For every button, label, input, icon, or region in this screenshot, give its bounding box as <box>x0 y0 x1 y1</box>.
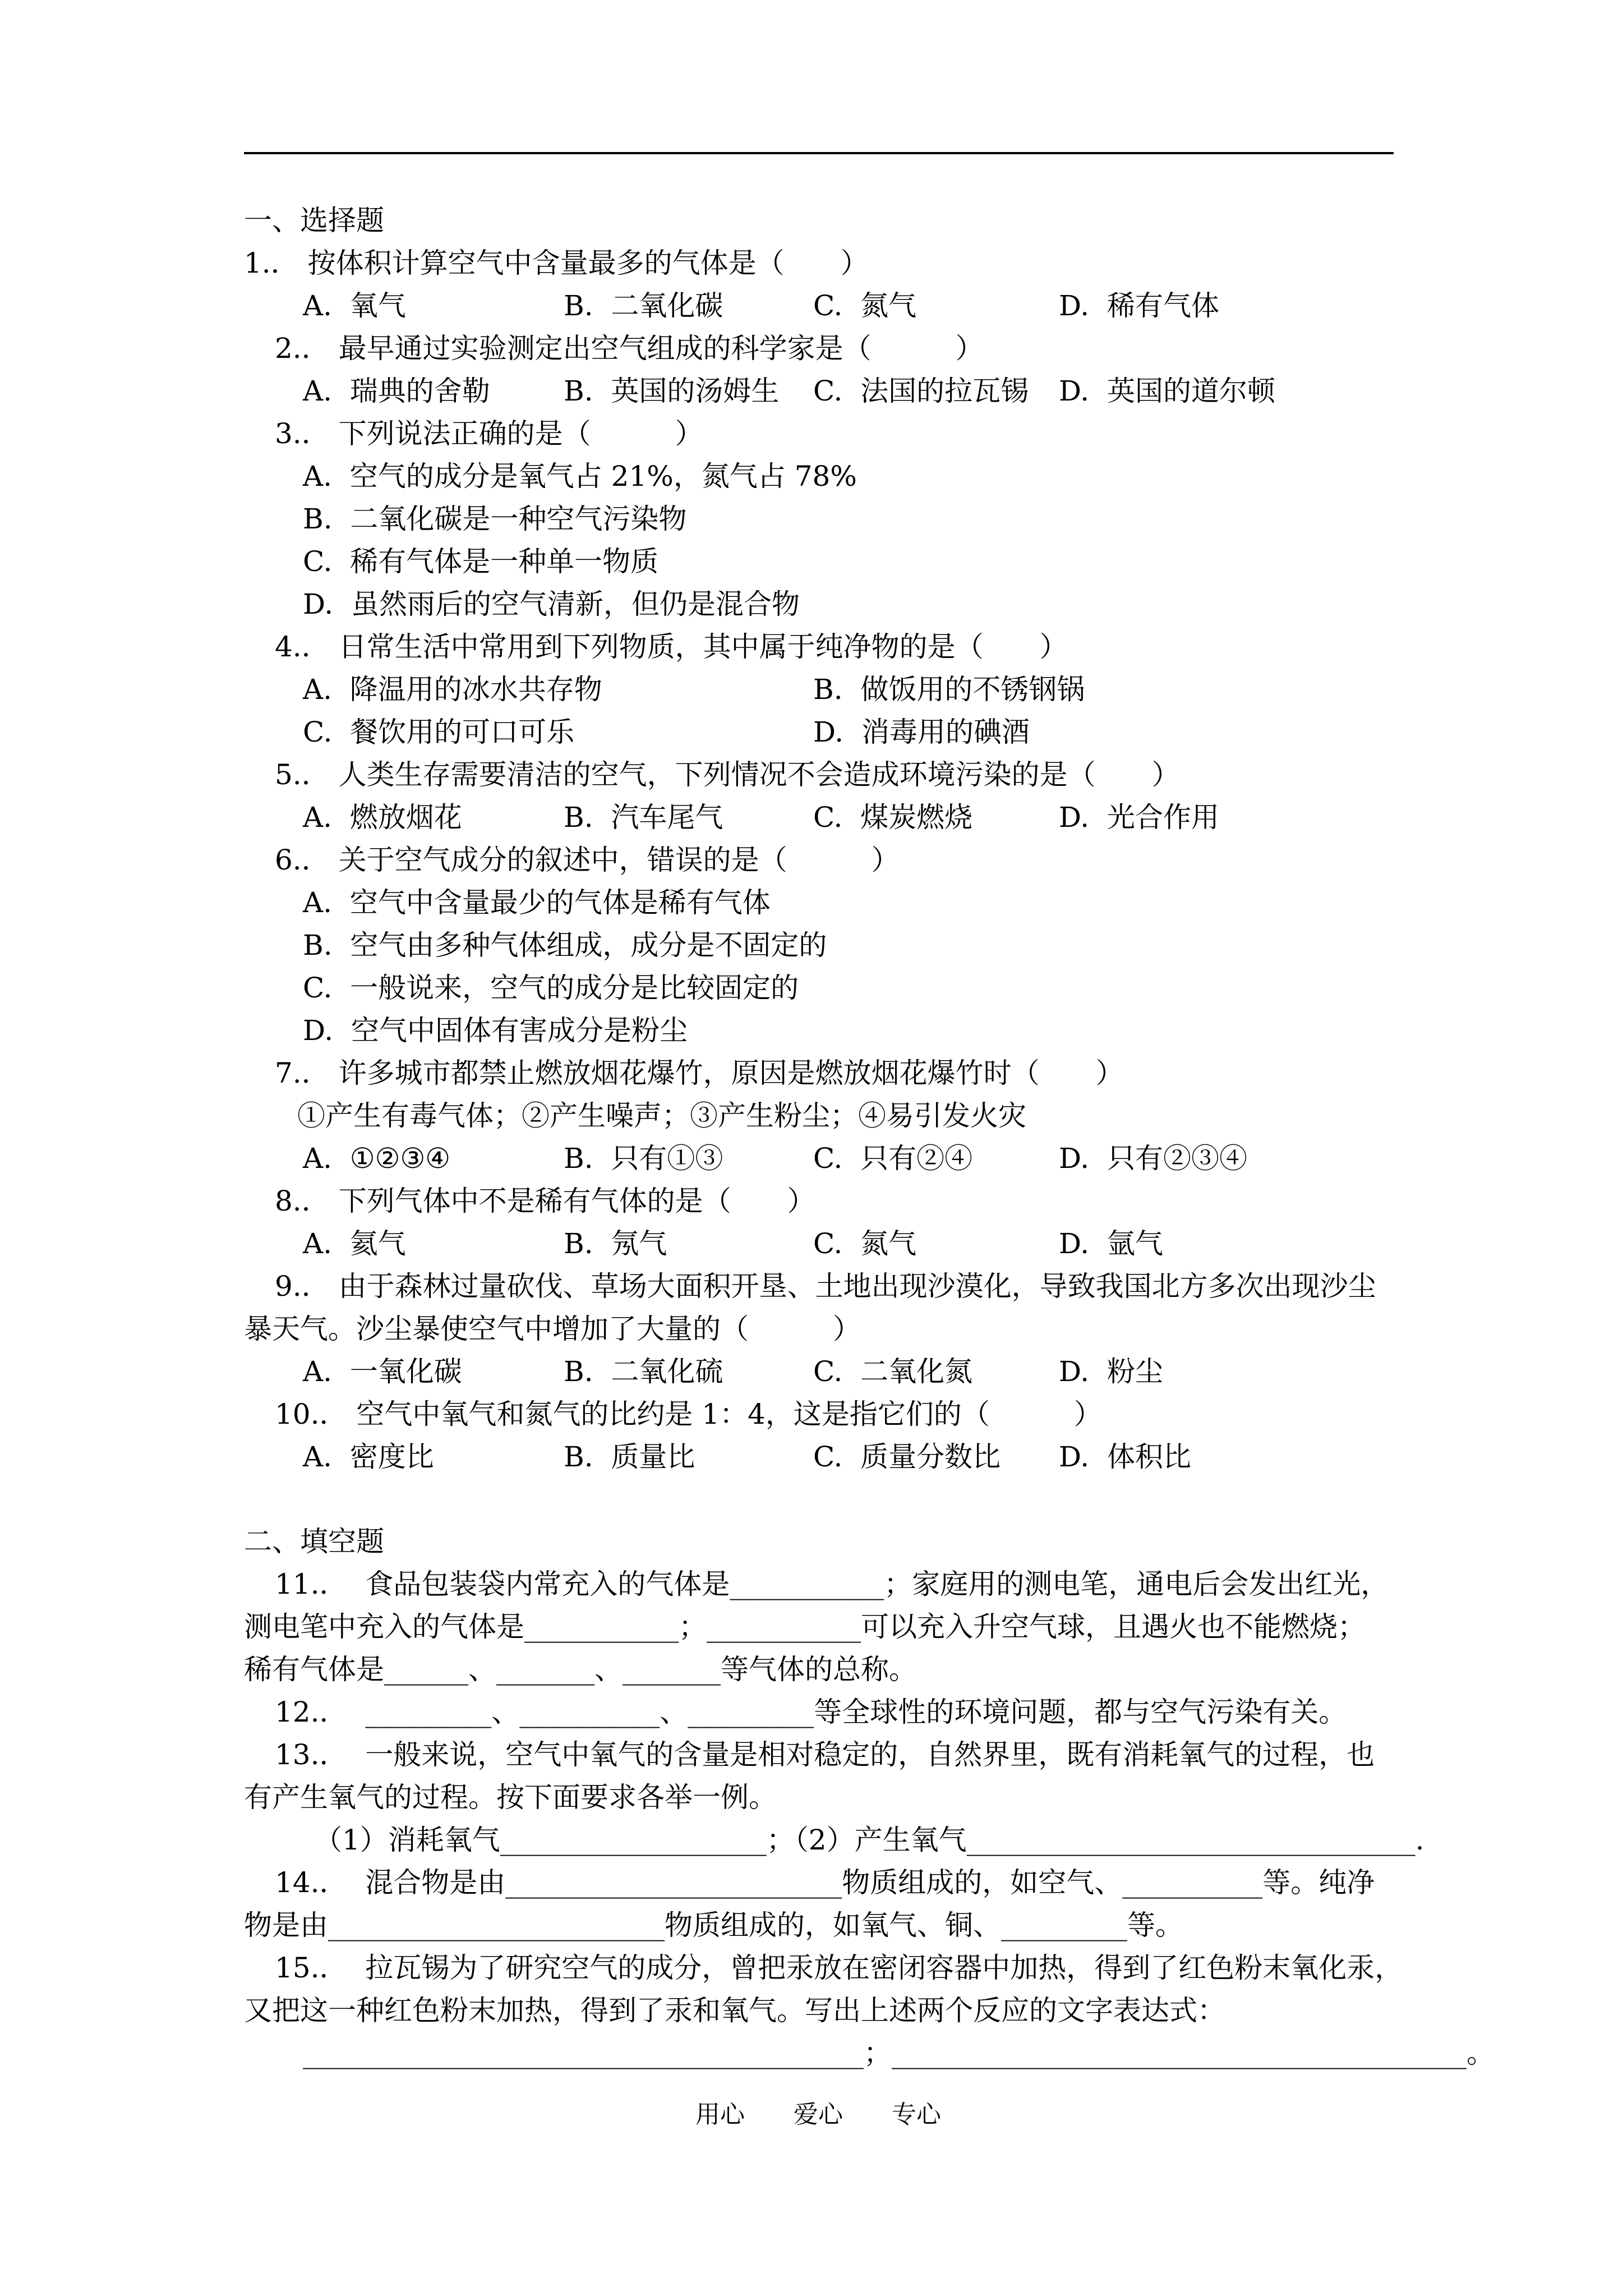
footer-text: 爱心 <box>794 2100 843 2129</box>
fill-line: （1）消耗氧气___________________；（2）产生氧气________________________________. <box>314 1824 1424 1856</box>
option: B. 做饭用的不锈钢锅 <box>813 673 1085 706</box>
option: D. 消毒用的碘酒 <box>813 716 1030 748</box>
question-stem: 4.． 日常生活中常用到下列物质，其中属于纯净物的是（ ） <box>275 631 1068 663</box>
option: D. 体积比 <box>1059 1441 1191 1473</box>
option: C. 稀有气体是一种单一物质 <box>303 545 659 578</box>
fill-line: 13.． 一般来说，空气中氧气的含量是相对稳定的，自然界里，既有消耗氧气的过程，也 <box>275 1738 1375 1771</box>
option: D. 稀有气体 <box>1059 289 1219 322</box>
option: A. 氦气 <box>303 1227 406 1260</box>
option: D. 只有②③④ <box>1059 1142 1247 1175</box>
option: D. 虽然雨后的空气清新，但仍是混合物 <box>303 588 800 620</box>
question-stem: 2.． 最早通过实验测定出空气组成的科学家是（ ） <box>275 332 984 365</box>
option: B. 氖气 <box>564 1227 667 1260</box>
option: A. 燃放烟花 <box>303 801 462 834</box>
option: C. 氮气 <box>813 1227 917 1260</box>
fill-line: 有产生氧气的过程。按下面要求各举一例。 <box>244 1781 777 1814</box>
fill-line: 12.． _________、__________、_________等全球性的环境问题，都与空气污染有关。 <box>275 1696 1347 1728</box>
question-stem: 7.． 许多城市都禁止燃放烟花爆竹，原因是燃放烟花爆竹时（ ） <box>275 1057 1124 1089</box>
fill-line: 15.． 拉瓦锡为了研究空气的成分，曾把汞放在密闭容器中加热，得到了红色粉末氧化汞， <box>275 1952 1403 1984</box>
question-stem: 5.． 人类生存需要清洁的空气，下列情况不会造成环境污染的是（ ） <box>275 758 1180 791</box>
option: D. 空气中固体有害成分是粉尘 <box>303 1014 688 1047</box>
option: D. 英国的道尔顿 <box>1059 375 1275 407</box>
question-extra: ①产生有毒气体；②产生噪声；③产生粉尘；④易引发火灾 <box>297 1099 1026 1132</box>
option: A. 降温用的冰水共存物 <box>303 673 602 706</box>
fill-line: ________________________________________；_________________________________________。 <box>303 2037 1495 2069</box>
option: C. 只有②④ <box>813 1142 973 1175</box>
footer-text: 用心 <box>695 2100 745 2129</box>
option: B. 只有①③ <box>564 1142 723 1175</box>
fill-line: 14.． 混合物是由________________________物质组成的，如空气、__________等。纯净 <box>275 1866 1375 1899</box>
question-stem: 3.． 下列说法正确的是（ ） <box>275 417 703 450</box>
option: B. 二氧化碳 <box>564 289 723 322</box>
option: A. 密度比 <box>303 1441 434 1473</box>
question-stem: 6.． 关于空气成分的叙述中，错误的是（ ） <box>275 844 900 876</box>
fill-line: 11.． 食品包装袋内常充入的气体是___________；家庭用的测电笔，通电后会发出红光， <box>275 1568 1389 1600</box>
fill-line: 测电笔中充入的气体是___________；___________可以充入升空气球，且遇火也不能燃烧； <box>244 1611 1366 1643</box>
option: C. 煤炭燃烧 <box>813 801 973 834</box>
option: B. 质量比 <box>564 1441 695 1473</box>
header-rule <box>244 152 1394 154</box>
footer-text: 专心 <box>892 2100 941 2129</box>
option: C. 一般说来，空气的成分是比较固定的 <box>303 972 799 1004</box>
question-stem-cont: 暴天气。沙尘暴使空气中增加了大量的（ ） <box>244 1313 861 1345</box>
option: B. 二氧化硫 <box>564 1355 723 1388</box>
option: B. 二氧化碳是一种空气污染物 <box>303 503 687 535</box>
option: A. 空气的成分是氧气占 21%，氮气占 78% <box>303 460 857 493</box>
fill-line: 物是由________________________物质组成的，如氧气、铜、_________等。 <box>244 1909 1183 1941</box>
question-stem: 1.． 按体积计算空气中含量最多的气体是（ ） <box>244 247 869 279</box>
option: A. 氧气 <box>303 289 406 322</box>
section-title: 一、选择题 <box>244 204 384 237</box>
option: A. 一氧化碳 <box>303 1355 462 1388</box>
fill-line: 稀有气体是______、_______、_______等气体的总称。 <box>244 1653 917 1686</box>
question-stem: 10.． 空气中氧气和氮气的比约是 1：4，这是指它们的（ ） <box>275 1398 1102 1430</box>
option: C. 质量分数比 <box>813 1441 1001 1473</box>
option: C. 餐饮用的可口可乐 <box>303 716 575 748</box>
fill-line: 又把这一种红色粉末加热，得到了汞和氧气。写出上述两个反应的文字表达式： <box>244 1994 1225 2027</box>
option: C. 氮气 <box>813 289 917 322</box>
question-stem: 8.． 下列气体中不是稀有气体的是（ ） <box>275 1185 815 1217</box>
option: D. 粉尘 <box>1059 1355 1163 1388</box>
option: D. 光合作用 <box>1059 801 1219 834</box>
option: A. ①②③④ <box>303 1142 451 1175</box>
question-stem: 9.． 由于森林过量砍伐、草场大面积开垦、土地出现沙漠化，导致我国北方多次出现沙尘 <box>275 1270 1376 1303</box>
option: C. 法国的拉瓦锡 <box>813 375 1029 407</box>
option: A. 瑞典的舍勒 <box>303 375 490 407</box>
section-title: 二、填空题 <box>244 1525 384 1558</box>
option: B. 汽车尾气 <box>564 801 723 834</box>
option: D. 氩气 <box>1059 1227 1163 1260</box>
option: A. 空气中含量最少的气体是稀有气体 <box>303 886 771 919</box>
option: B. 英国的汤姆生 <box>564 375 780 407</box>
option: B. 空气由多种气体组成，成分是不固定的 <box>303 929 827 961</box>
option: C. 二氧化氮 <box>813 1355 973 1388</box>
